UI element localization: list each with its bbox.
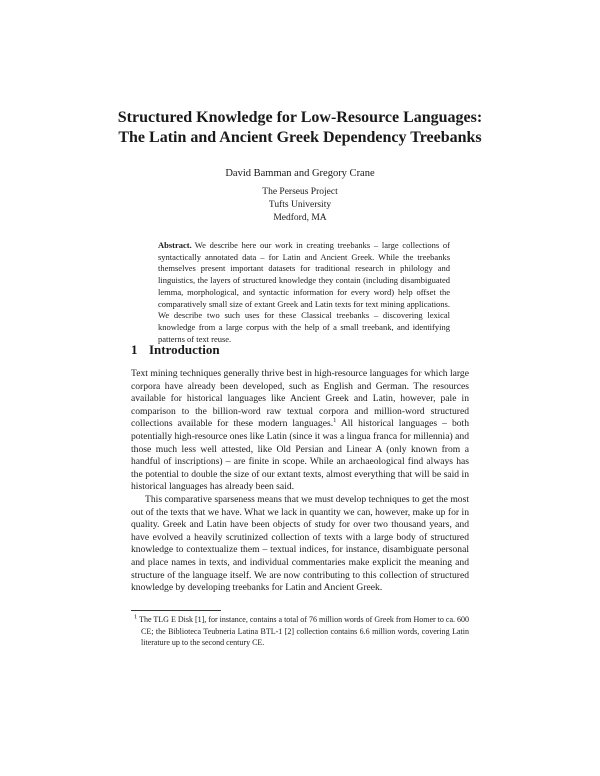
footnote xyxy=(131,614,469,649)
paper-title xyxy=(100,108,500,148)
affiliation-line: Medford, MA xyxy=(273,213,327,223)
section-body xyxy=(131,368,469,595)
footnote-text: The TLG E Disk [1], for instance, contains a total of 76 million words of Greek from Homer to ca. 600 CE; the Biblioteca Teubneria Latina BTL-1 [2] collection contains 6.6 million words, covering Latin literature up to the second century CE. xyxy=(137,615,469,647)
abstract-label: Abstract. xyxy=(158,240,192,250)
title-line-1: Structured Knowledge for Low-Resource Languages: xyxy=(117,109,483,126)
affiliation xyxy=(150,186,450,225)
affiliation-line: Tufts University xyxy=(268,200,332,210)
section-heading xyxy=(131,342,220,358)
abstract-text: We describe here our work in creating treebanks – large collections of syntactically annotated data – for Latin and Ancient Greek. While the treebanks themselves present important datasets for traditional research in philology and linguistics, the layers of structured knowledge they contain (including disambiguated lemma, morphological, and syntactic information for every word) help offset the comparatively small size of extant Greek and Latin texts for text mining applications. We describe two such uses for these Classical treebanks – discovering lexical knowledge from a large corpus with the help of a small treebank, and identifying patterns of text reuse. xyxy=(158,240,450,344)
paragraph-text: Text mining techniques generally thrive best in high-resource languages for which large corpora have already been developed, such as English and German. The resources available for historical languages like Ancient Greek and Latin, however, pale in comparison to the billion-word raw textual corpora and million-word structured collections available for these modern languages. xyxy=(131,368,469,430)
affiliation-line: The Perseus Project xyxy=(262,187,338,197)
footnote-ref[interactable]: 1 xyxy=(333,417,337,425)
footnote-marker: 1 xyxy=(134,613,138,621)
author-list: David Bamman and Gregory Crane xyxy=(225,168,375,179)
title-line-2: The Latin and Ancient Greek Dependency Treebanks xyxy=(118,129,482,146)
abstract xyxy=(158,240,450,345)
paragraph-text: All historical languages – both potentially high-resource ones like Latin (since it was a lingua franca for millennia) and those much less well attested, like Old Persian and Linear A (only known from a handful of inscriptions) – are finite in scope. While an archaeological find always has the potential to double the size of our extant texts, almost everything that will be said in historical languages has already been said. xyxy=(131,418,469,493)
paragraph xyxy=(131,368,469,494)
section-title: Introduction xyxy=(149,342,220,357)
section-number: 1 xyxy=(131,342,138,357)
paragraph: This comparative sparseness means that we must develop techniques to get the most out of the texts that we have. What we lack in quantity we can, however, make up for in quality. Greek and Latin have been objects of study for over two thousand years, and have evolved a heavily scrutinized collection of texts with a large body of structured knowledge to contextualize them – textual indices, for instance, disambiguate personal and place names in texts, and individual commentaries make explicit the meaning and structure of the language itself. We are now contributing to this collection of structured knowledge by developing treebanks for Latin and Ancient Greek. xyxy=(131,493,469,594)
footnote-rule xyxy=(131,610,221,611)
